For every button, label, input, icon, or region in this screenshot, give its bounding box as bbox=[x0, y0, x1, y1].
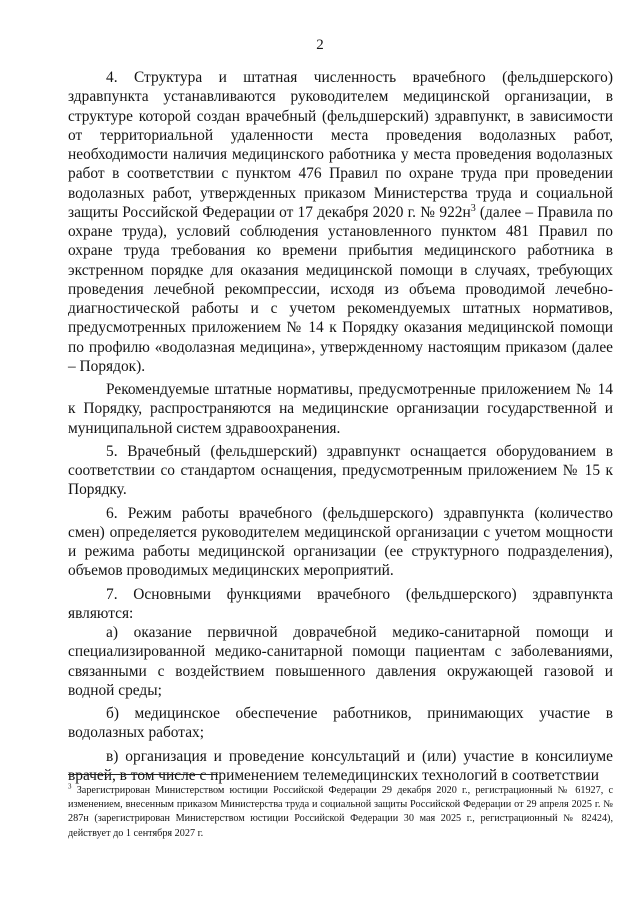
page-number: 2 bbox=[316, 37, 324, 53]
paragraph-4-part-a: 4. Структура и штатная численность врачебного (фельдшерского) здравпункта устанавливаются руководителем медицинской организации, в структуре которой создан врачебный (фельдшерский) здравпункт, в зависимости от территориальной удаленности места проведения водолазных работ, необходимости наличия медицинского работника у места проведения водолазных работ в соответствии с пунктом 476 Правил по охране труда при проведении водолазных работ, утвержденных приказом Министерства труда и социальной защиты Российской Федерации от 17 декабря 2020 г. № 922н bbox=[68, 69, 613, 221]
paragraph-6: 6. Режим работы врачебного (фельдшерского) здравпункта (количество смен) определяется руководителем медицинской организации с учетом мощности и режима работы медицинской организации (ее структурного подразделения), объемов проводимых медицинских мероприятий. bbox=[68, 504, 613, 580]
footnote-divider bbox=[68, 774, 218, 775]
footnote-text: Зарегистрирован Министерством юстиции Российской Федерации 29 декабря 2020 г., регистрационный № 61927, с изменением, внесенным приказом Министерства труда и социальной защиты Российской Федерации от 29 апреля 2025 г. № 287н (зарегистрирован Министерством юстиции Российской Федерации 30 мая 2025 г., регистрационный № 82424), действует до 1 сентября 2027 г. bbox=[68, 785, 613, 839]
paragraph-7a: а) оказание первичной доврачебной медико-санитарной помощи и специализированной медико-санитарной помощи пациентам с заболеваниями, связанными с воздействием повышенного давления окружающей газовой и водной среды; bbox=[68, 624, 613, 699]
footnote-reference[interactable]: 3 bbox=[470, 202, 476, 214]
paragraph-4 bbox=[68, 68, 613, 376]
document-body bbox=[68, 68, 613, 789]
paragraph-7: 7. Основными функциями врачебного (фельдшерского) здравпункта являются: bbox=[68, 585, 613, 622]
paragraph-4-part-b: (далее – Правила по охране труда), условий соблюдения установленного пунктом 481 Правил по охране труда требования ко времени прибытия медицинского работника в экстренном порядке для оказания медицинской помощи в случаях, требующих проведения лечебной рекомпрессии, исходя из объема проводимой лечебно-диагностической работы и с учетом рекомендуемых штатных нормативов, предусмотренных приложением № 14 к Порядку оказания медицинской помощи по профилю «водолазная медицина», утвержденному настоящим приказом (далее – Порядок). bbox=[68, 203, 613, 375]
paragraph-5: 5. Врачебный (фельдшерский) здравпункт оснащается оборудованием в соответствии со стандартом оснащения, предусмотренным приложением № 15 к Порядку. bbox=[68, 442, 613, 499]
paragraph-4-continued: Рекомендуемые штатные нормативы, предусмотренные приложением № 14 к Порядку, распространяются на медицинские организации государственной и муниципальной систем здравоохранения. bbox=[68, 381, 613, 437]
paragraph-7b: б) медицинское обеспечение работников, принимающих участие в водолазных работах; bbox=[68, 705, 613, 742]
paragraph-7c: в) организация и проведение консультаций и (или) участие в консилиуме врачей, в том числе с применением телемедицинских технологий в соответствии bbox=[68, 747, 613, 784]
footnote bbox=[68, 784, 613, 841]
footnote-marker: 3 bbox=[68, 782, 72, 791]
